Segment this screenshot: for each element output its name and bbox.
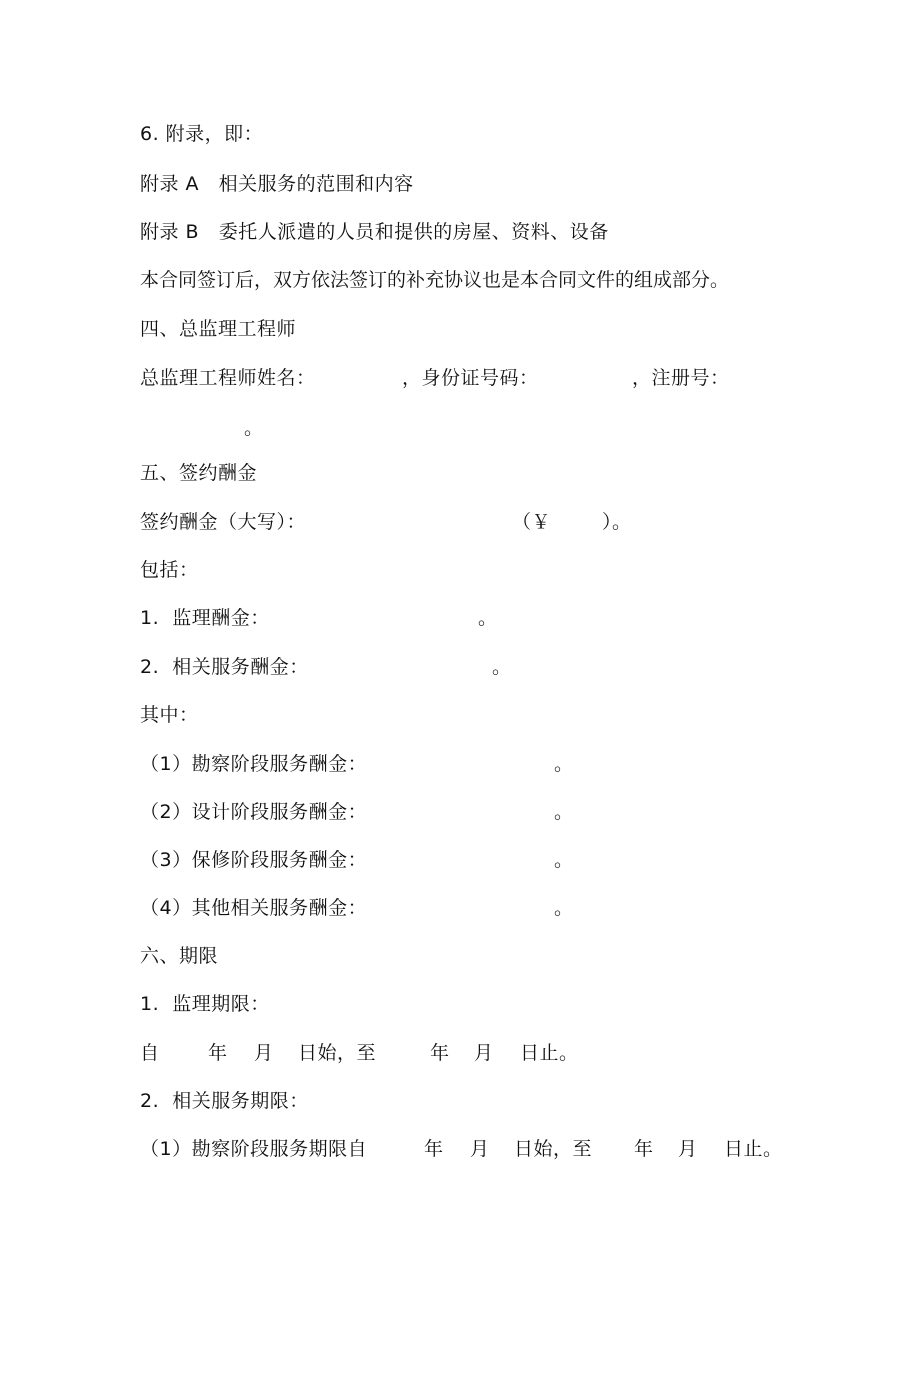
- survey-end-year: 年: [634, 1138, 654, 1160]
- other-fee-label: （4）其他相关服务酬金：: [140, 897, 368, 919]
- yuan-close: ）。: [602, 511, 632, 533]
- registration-end-mark: 。: [244, 417, 264, 439]
- period-start-month: 月: [254, 1042, 274, 1064]
- survey-start-day: 日始，至: [514, 1138, 593, 1160]
- survey-period-label: （1）勘察阶段服务期限自: [140, 1138, 368, 1160]
- supplement-clause: 本合同签订后，双方依法签订的补充协议也是本合同文件的组成部分。: [140, 269, 730, 291]
- survey-start-month: 月: [470, 1138, 490, 1160]
- supervision-period-line: [140, 1039, 600, 1067]
- related-fee-label: 2. 相关服务酬金：: [140, 656, 309, 678]
- warranty-fee-end: 。: [554, 849, 574, 871]
- design-fee-label: （2）设计阶段服务酬金：: [140, 801, 368, 823]
- period-end-month: 月: [474, 1042, 494, 1064]
- design-fee-line: [140, 798, 580, 826]
- supervision-period-label: 1. 监理期限：: [140, 993, 270, 1015]
- warranty-fee-label: （3）保修阶段服务酬金：: [140, 849, 368, 871]
- related-fee-end: 。: [492, 656, 512, 678]
- period-end-day: 日止。: [520, 1042, 579, 1064]
- section-6-heading: 六、期限: [140, 945, 219, 967]
- survey-period-line: [140, 1135, 790, 1163]
- period-start-year: 年: [208, 1042, 228, 1064]
- supervision-fee-label: 1. 监理酬金：: [140, 607, 270, 629]
- design-fee-end: 。: [554, 801, 574, 823]
- survey-end-month: 月: [678, 1138, 698, 1160]
- section-4-heading: 四、总监理工程师: [140, 318, 297, 340]
- appendix-a: 附录 A 相关服务的范围和内容: [140, 173, 414, 195]
- other-fee-end: 。: [554, 897, 574, 919]
- related-fee-line: [140, 653, 520, 681]
- chief-engineer-name-label: 总监理工程师姓名：: [140, 367, 316, 389]
- registration-number-label: ，注册号：: [632, 367, 730, 389]
- supervision-fee-end: 。: [478, 607, 498, 629]
- signing-fee-line: [140, 508, 660, 536]
- signing-fee-label: 签约酬金（大写）：: [140, 511, 307, 533]
- period-start-day: 日始，至: [298, 1042, 377, 1064]
- appendix-heading: 6. 附录，即：: [140, 123, 264, 145]
- yuan-open: （￥: [512, 511, 552, 533]
- related-period-label: 2. 相关服务期限：: [140, 1090, 309, 1112]
- supervision-fee-line: [140, 604, 500, 632]
- period-from: 自: [140, 1042, 160, 1064]
- warranty-fee-line: [140, 846, 580, 874]
- appendix-b: 附录 B 委托人派遣的人员和提供的房屋、资料、设备: [140, 221, 609, 243]
- chief-engineer-line: [140, 364, 780, 392]
- survey-fee-end: 。: [554, 753, 574, 775]
- section-5-heading: 五、签约酬金: [140, 462, 258, 484]
- period-end-year: 年: [430, 1042, 450, 1064]
- includes-label: 包括：: [140, 559, 199, 581]
- other-fee-line: [140, 894, 580, 922]
- among-label: 其中：: [140, 704, 199, 726]
- survey-start-year: 年: [424, 1138, 444, 1160]
- survey-fee-line: [140, 750, 580, 778]
- id-number-label: ，身份证号码：: [402, 367, 539, 389]
- survey-fee-label: （1）勘察阶段服务酬金：: [140, 753, 368, 775]
- survey-end-day: 日止。: [724, 1138, 783, 1160]
